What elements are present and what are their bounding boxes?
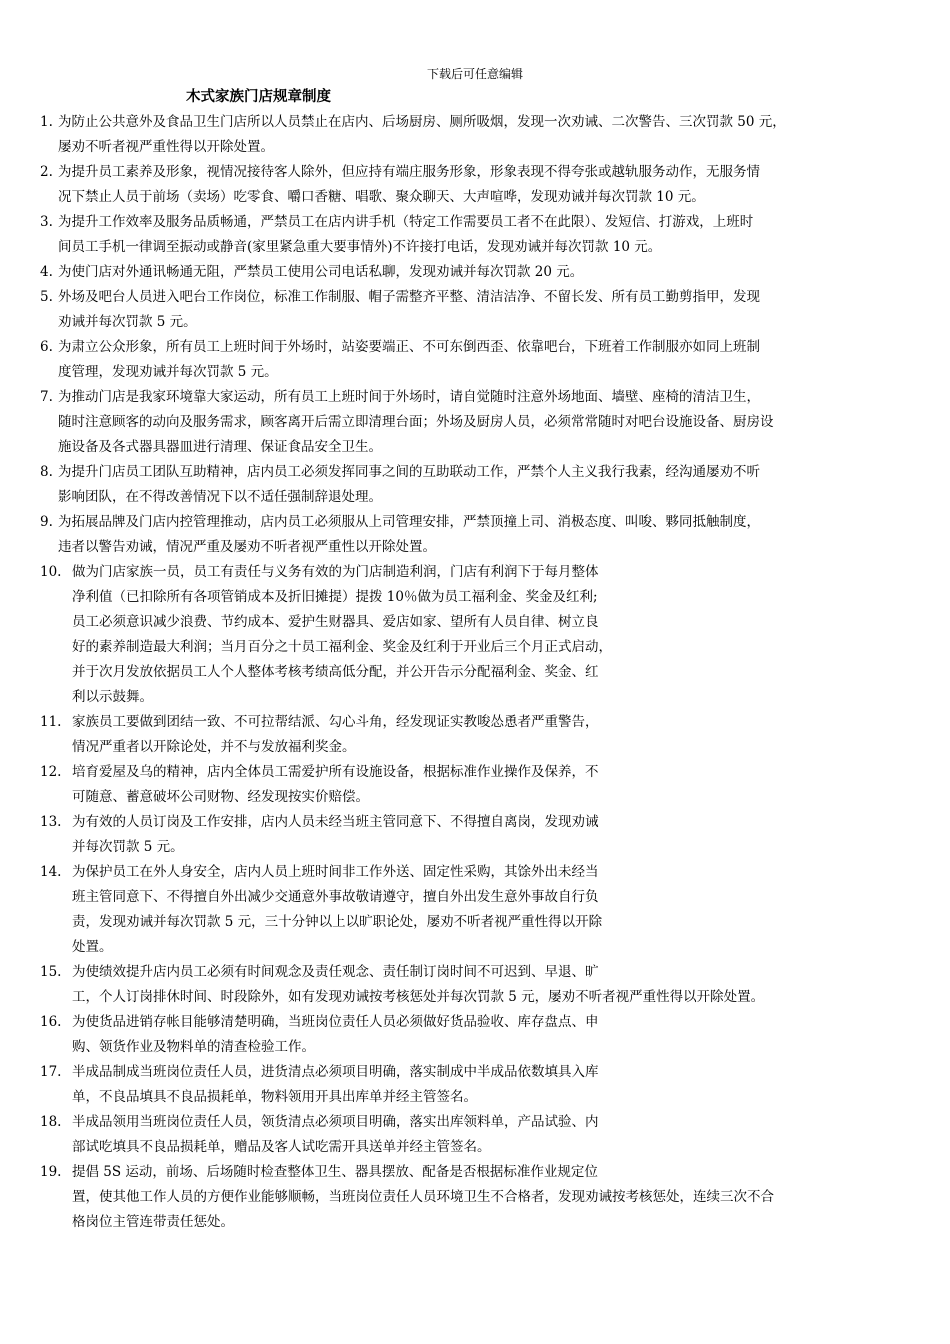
rule-text-line: 并于次月发放依据员工人个人整体考核考绩高低分配，并公开告示分配福利金、奖金、红: [72, 664, 599, 680]
rule-item: [40, 385, 930, 460]
rule-item: [40, 210, 930, 260]
rule-text-line: 劝诫并每次罚款 5 元。: [58, 314, 197, 330]
rule-item: [40, 810, 930, 860]
rule-item: [40, 1010, 930, 1060]
rule-number: 16.: [40, 1014, 62, 1030]
rule-item: [40, 1160, 930, 1235]
rule-text-line: 家族员工要做到团结一致、不可拉帮结派、勾心斗角，经发现证实教唆怂恿者严重警告，: [72, 714, 599, 730]
rule-text: [40, 1160, 930, 1235]
rule-text-line: 为使绩效提升店内员工必须有时间观念及责任观念、责任制订岗时间不可迟到、早退、旷: [72, 964, 599, 980]
rule-number: 18.: [40, 1114, 62, 1130]
rule-text: [40, 960, 930, 1010]
rule-number: 1.: [40, 114, 53, 130]
rule-text: [40, 860, 930, 960]
rule-text-line: 屡劝不听者视严重性得以开除处置。: [58, 139, 274, 155]
rule-number: 6.: [40, 339, 53, 355]
rule-number: 5.: [40, 289, 53, 305]
rule-text-line: 责，发现劝诫并每次罚款 5 元，三十分钟以上以旷职论处，屡劝不听者视严重性得以开除: [72, 914, 603, 930]
rule-text-line: 半成品领用当班岗位责任人员，领货清点必须项目明确，落实出库领料单，产品试验、内: [72, 1114, 599, 1130]
rules-list: [40, 110, 930, 1235]
rule-item: [40, 710, 930, 760]
rule-number: 3.: [40, 214, 53, 230]
rule-text-line: 为提升工作效率及服务品质畅通，严禁员工在店内讲手机（特定工作需要员工者不在此限）、发短信、打游戏，上班时: [58, 214, 754, 230]
rule-item: [40, 335, 930, 385]
document-title: 木式家族门店规章制度: [186, 89, 331, 105]
rule-text-line: 处置。: [72, 939, 113, 955]
rule-text-line: 度管理，发现劝诫并每次罚款 5 元。: [58, 364, 278, 380]
rule-number: 15.: [40, 964, 62, 980]
rule-text-line: 违者以警告劝诫，情况严重及屡劝不听者视严重性以开除处置。: [58, 539, 436, 555]
rule-item: [40, 560, 930, 710]
rule-number: 7.: [40, 389, 53, 405]
rule-item: [40, 285, 930, 335]
rule-text: [40, 160, 930, 210]
rule-text: [40, 1060, 930, 1110]
rule-item: [40, 1110, 930, 1160]
rule-text: [40, 460, 930, 510]
rule-text: [40, 760, 930, 810]
rule-text: [40, 810, 930, 860]
rule-item: [40, 1060, 930, 1110]
rule-number: 4.: [40, 264, 53, 280]
rule-text-line: 为提升门店员工团队互助精神，店内员工必须发挥同事之间的互助联动工作，严禁个人主义我行我素，经沟通屡劝不听: [58, 464, 760, 480]
rule-text-line: 员工必须意识减少浪费、节约成本、爱护生财器具、爱店如家、望所有人员自律、树立良: [72, 614, 599, 630]
rule-number: 8.: [40, 464, 53, 480]
rule-text-line: 工，个人订岗排休时间、时段除外，如有发现劝诫按考核惩处并每次罚款 5 元，屡劝不听者视严重性得以开除处置。: [72, 989, 765, 1005]
rule-text-line: 为提升员工素养及形象，视情况接待客人除外，但应持有端庄服务形象，形象表现不得夸张或越轨服务动作，无服务情: [58, 164, 760, 180]
rule-text: [40, 710, 930, 760]
rule-item: [40, 860, 930, 960]
rule-text-line: 为推动门店是我家环境靠大家运动，所有员工上班时间于外场时，请自觉随时注意外场地面、墙壁、座椅的清洁卫生，: [58, 389, 760, 405]
rule-item: [40, 460, 930, 510]
rule-text-line: 半成品制成当班岗位责任人员，进货清点必须项目明确，落实制成中半成品依数填具入库: [72, 1064, 599, 1080]
rule-text: [40, 335, 930, 385]
rule-number: 17.: [40, 1064, 62, 1080]
rule-text-line: 影响团队，在不得改善情况下以不适任强制辞退处理。: [58, 489, 382, 505]
rule-number: 13.: [40, 814, 62, 830]
rule-text-line: 为肃立公众形象，所有员工上班时间于外场时，站姿要端正、不可东倒西歪、依靠吧台，下班着工作制服亦如同上班制: [58, 339, 760, 355]
rule-item: [40, 760, 930, 810]
rule-item: [40, 960, 930, 1010]
rule-text: [40, 260, 930, 285]
rule-number: 11.: [40, 714, 62, 730]
rule-text: [40, 510, 930, 560]
rule-text-line: 施设备及各式器具器皿进行清理、保证食品安全卫生。: [58, 439, 382, 455]
rule-text-line: 部试吃填具不良品损耗单，赠品及客人试吃需开具送单并经主管签名。: [72, 1139, 491, 1155]
rule-text: [40, 1010, 930, 1060]
rule-text-line: 置，使其他工作人员的方便作业能够顺畅，当班岗位责任人员环境卫生不合格者，发现劝诫按考核惩处，连续三次不合: [72, 1189, 774, 1205]
rule-text-line: 情况严重者以开除论处，并不与发放福利奖金。: [72, 739, 356, 755]
rule-number: 19.: [40, 1164, 62, 1180]
rule-text-line: 培育爱屋及乌的精神，店内全体员工需爱护所有设施设备，根据标准作业操作及保养，不: [72, 764, 599, 780]
rule-text: [40, 560, 930, 710]
rule-number: 2.: [40, 164, 53, 180]
rule-text-line: 班主管同意下、不得擅自外出减少交通意外事故敬请遵守，擅自外出发生意外事故自行负: [72, 889, 599, 905]
rule-text-line: 做为门店家族一员，员工有责任与义务有效的为门店制造利润，门店有利润下于每月整体: [72, 564, 599, 580]
rule-item: [40, 110, 930, 160]
rule-text-line: 随时注意顾客的动向及服务需求，顾客离开后需立即清理台面；外场及厨房人员，必须常常随时对吧台设施设备、厨房设: [58, 414, 774, 430]
rule-number: 9.: [40, 514, 53, 530]
rule-text: [40, 285, 930, 335]
rule-text: [40, 110, 930, 160]
rule-text-line: 为拓展品牌及门店内控管理推动，店内员工必须服从上司管理安排，严禁顶撞上司、消极态度、叫唆、夥同抵触制度，: [58, 514, 760, 530]
rule-text-line: 间员工手机一律调至振动或静音(家里紧急重大要事情外)不许接打电话，发现劝诫并每次罚款 10 元。: [58, 239, 662, 255]
rule-text-line: 为保护员工在外人身安全，店内人员上班时间非工作外送、固定性采购，其馀外出未经当: [72, 864, 599, 880]
rule-text-line: 外场及吧台人员进入吧台工作岗位，标准工作制服、帽子需整齐平整、清洁洁净、不留长发、所有员工勤剪指甲，发现: [58, 289, 760, 305]
rule-text-line: 利以示鼓舞。: [72, 689, 153, 705]
rule-text: [40, 1110, 930, 1160]
rule-text-line: 购、领货作业及物料单的清查检验工作。: [72, 1039, 315, 1055]
rule-item: [40, 160, 930, 210]
rule-text-line: 好的素养制造最大利润；当月百分之十员工福利金、奖金及红利于开业后三个月正式启动，: [72, 639, 612, 655]
rule-number: 12.: [40, 764, 62, 780]
rule-item: [40, 510, 930, 560]
rule-text-line: 为使货品进销存帐目能够清楚明确，当班岗位责任人员必须做好货品验收、库存盘点、申: [72, 1014, 599, 1030]
rule-text-line: 单，不良品填具不良品损耗单，物料领用开具出库单并经主管签名。: [72, 1089, 477, 1105]
rule-text: [40, 210, 930, 260]
rule-text-line: 况下禁止人员于前场（卖场）吃零食、嚼口香糖、唱歌、聚众聊天、大声喧哗，发现劝诫并每次罚款 10 元。: [58, 189, 705, 205]
rule-text: [40, 385, 930, 460]
rule-number: 10.: [40, 564, 62, 580]
rule-text-line: 为有效的人员订岗及工作安排，店内人员未经当班主管同意下、不得擅自离岗，发现劝诫: [72, 814, 599, 830]
rule-text-line: 为防止公共意外及食品卫生门店所以人员禁止在店内、后场厨房、厕所吸烟，发现一次劝诫、二次警告、三次罚款 50 元，: [58, 114, 786, 130]
rule-text-line: 可随意、蓄意破坏公司财物、经发现按实价赔偿。: [72, 789, 369, 805]
rule-text-line: 净利值（已扣除所有各项管销成本及折旧摊提）提拨 10％做为员工福利金、奖金及红利;: [72, 589, 598, 605]
rule-number: 14.: [40, 864, 62, 880]
rule-text-line: 提倡 5S 运动，前场、后场随时检查整体卫生、器具摆放、配备是否根据标准作业规定位: [72, 1164, 598, 1180]
rule-item: [40, 260, 930, 285]
rule-text-line: 为使门店对外通讯畅通无阻，严禁员工使用公司电话私聊，发现劝诫并每次罚款 20 元。: [58, 264, 584, 280]
rule-text-line: 并每次罚款 5 元。: [72, 839, 184, 855]
header-note: 下载后可任意编辑: [426, 67, 523, 81]
rule-text-line: 格岗位主管连带责任惩处。: [72, 1214, 234, 1230]
